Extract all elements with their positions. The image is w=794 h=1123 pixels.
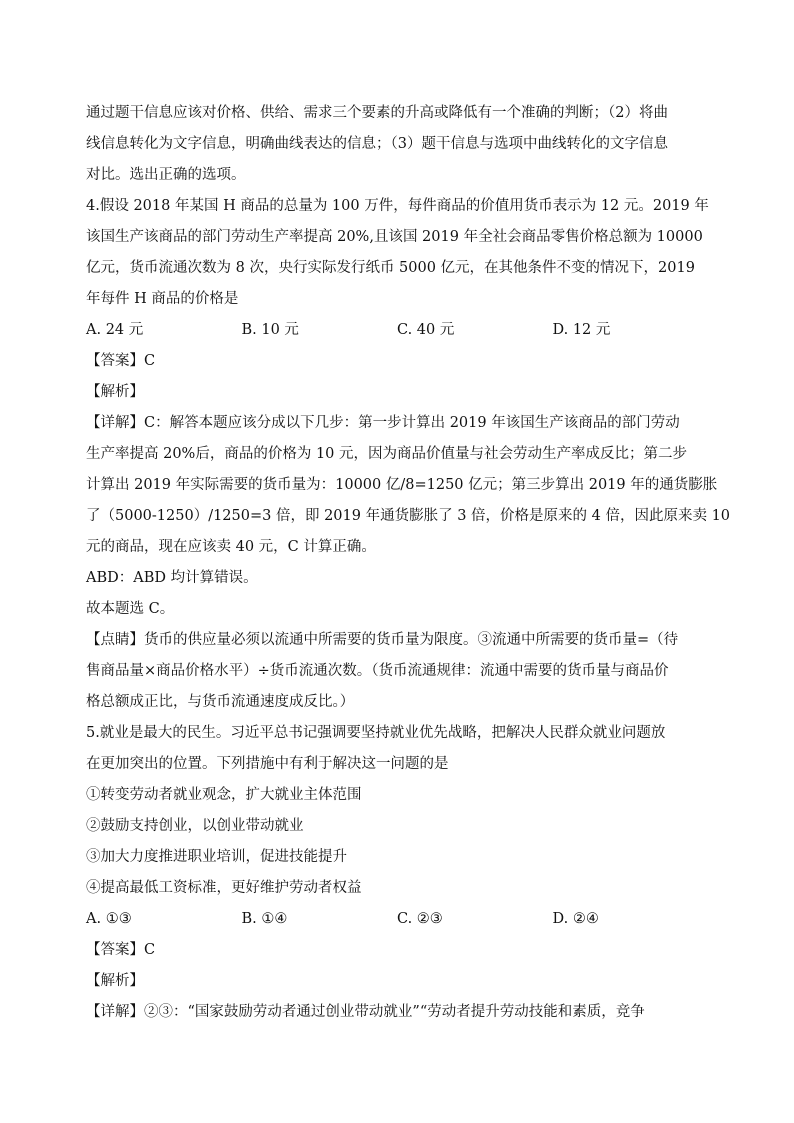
option-b: B. ①④ xyxy=(241,911,288,927)
option-b: B. 10 元 xyxy=(241,322,299,338)
statement-item: ①转变劳动者就业观念，扩大就业主体范围 xyxy=(86,787,362,803)
statement-item: ②鼓励支持创业，以创业带动就业 xyxy=(86,818,304,834)
tip-line: 售商品量×商品价格水平）÷货币流通次数。（货币流通规律：流通中需要的货币量与商品价 xyxy=(86,663,669,679)
text-line: 对比。选出正确的选项。 xyxy=(86,167,246,183)
analysis-heading: 【解析】 xyxy=(86,384,144,400)
option-d: D. ②④ xyxy=(552,911,599,927)
answer-options xyxy=(86,904,708,935)
question-stem-line: 5.就业是最大的民生。习近平总书记强调要坚持就业优先战略，把解决人民群众就业问题放 xyxy=(86,725,666,741)
text-line: 通过题干信息应该对价格、供给、需求三个要素的升高或降低有一个准确的判断；（2）将曲 xyxy=(86,105,668,121)
option-c: C. ②③ xyxy=(397,911,443,927)
detail-line: 【详解】②③：“国家鼓励劳动者通过创业带动就业”“劳动者提升劳动技能和素质，竞争 xyxy=(86,1004,645,1020)
statement-item: ④提高最低工资标准，更好维护劳动者权益 xyxy=(86,880,362,896)
detail-line: 了（5000-1250）/1250=3 倍，即 2019 年通货膨胀了 3 倍，价格是原来的 4 倍，因此原来卖 10 xyxy=(86,508,731,524)
analysis-heading: 【解析】 xyxy=(86,973,144,989)
answer-line: 【答案】C xyxy=(86,942,156,958)
question-stem-line: 年每件 H 商品的价格是 xyxy=(86,291,239,307)
tip-line: 格总额成正比，与货币流通速度成反比。） xyxy=(86,694,355,710)
option-a: A. 24 元 xyxy=(86,322,144,338)
question-stem-line: 4.假设 2018 年某国 H 商品的总量为 100 万件，每件商品的价值用货币表示为 12 元。2019 年 xyxy=(86,198,709,214)
document-page xyxy=(86,98,731,1028)
detail-line: 计算出 2019 年实际需要的货币量为：10000 亿/8=1250 亿元；第三步算出 2019 年的通货膨胀 xyxy=(86,477,718,493)
detail-line: 【详解】C：解答本题应该分成以下几步：第一步计算出 2019 年该国生产该商品的部门劳动 xyxy=(86,415,680,431)
option-d: D. 12 元 xyxy=(552,322,611,338)
detail-line: 元的商品，现在应该卖 40 元，C 计算正确。 xyxy=(86,539,376,555)
text-line: 线信息转化为文字信息，明确曲线表达的信息；（3）题干信息与选项中曲线转化的文字信息 xyxy=(86,136,668,152)
question-stem-line: 该国生产该商品的部门劳动生产率提高 20%,且该国 2019 年全社会商品零售价格总额为 10000 xyxy=(86,229,703,245)
option-a: A. ①③ xyxy=(86,911,132,927)
intro-paragraph xyxy=(86,98,708,191)
answer-options xyxy=(86,315,708,346)
detail-line: ABD：ABD 均计算错误。 xyxy=(86,570,258,586)
statement-item: ③加大力度推进职业培训，促进技能提升 xyxy=(86,849,347,865)
question-5 xyxy=(86,718,708,1028)
tip-line: 【点睛】货币的供应量必须以流通中所需要的货币量为限度。③流通中所需要的货币量=（待 xyxy=(86,632,679,648)
option-c: C. 40 元 xyxy=(397,322,455,338)
question-4 xyxy=(86,191,731,718)
detail-line: 生产率提高 20%后，商品的价格为 10 元，因为商品价值量与社会劳动生产率成反比；第二步 xyxy=(86,446,688,462)
question-stem-line: 在更加突出的位置。下列措施中有利于解决这一问题的是 xyxy=(86,756,449,772)
question-stem-line: 亿元，货币流通次数为 8 次，央行实际发行纸币 5000 亿元，在其他条件不变的情况下，2019 xyxy=(86,260,695,276)
answer-line: 【答案】C xyxy=(86,353,156,369)
detail-line: 故本题选 C。 xyxy=(86,601,175,617)
